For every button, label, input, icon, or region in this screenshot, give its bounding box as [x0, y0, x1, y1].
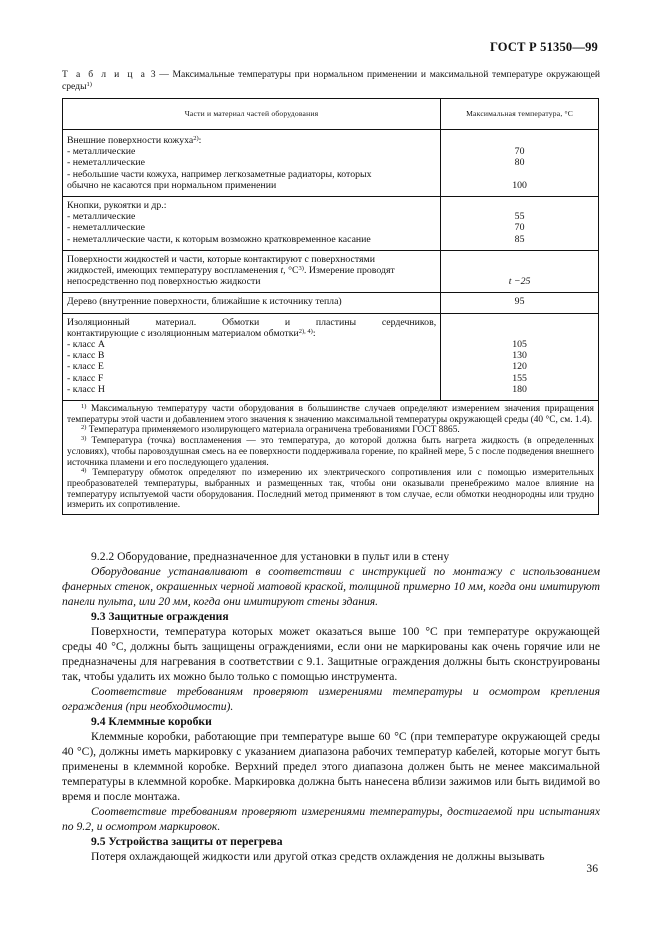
footnote: $^{4)}$ Температуру обмоток определяют по измерению их электрического сопротивления или с помощью измерительных преобразователей температуры, выбранных и размещенных так, чтобы они оказывали пренебрежимо малое влияние на температуру испытуемой части оборудования. Последний метод применяют в том случае, если обмотки неоднородны или трудно измерить их сопротивление.	[67, 467, 594, 511]
row-value: 105	[512, 339, 527, 351]
row-value: 100	[512, 179, 527, 191]
row-value: 130	[512, 350, 527, 362]
row-label: - неметаллические	[67, 157, 145, 169]
row-label: - неметаллические части, к которым возможно кратковременное касание	[67, 233, 371, 245]
table-caption	[62, 69, 600, 93]
row-label: Дерево (внутренние поверхности, ближайшие к источнику тепла)	[67, 296, 342, 308]
table-row	[63, 197, 599, 251]
row-label: контактирующие с изоляционным материалом обмотки$^{2), 4)}$:	[67, 327, 316, 339]
row-value: 70	[514, 146, 525, 158]
paragraph-9-3-check: Соответствие требованиям проверяют измерениями температуры и осмотром крепления ограждения (при необходимости).	[62, 685, 600, 713]
table-caption-text: 3 — Максимальные температуры при нормальном применении и максимальной температуре окружающей среды	[62, 69, 600, 92]
footnote: $^{2)}$ Температура применяемого изолирующего материала ограничена требованиями ГОСТ 8865.	[81, 424, 460, 436]
paragraph-9-5: Потеря охлаждающей жидкости или другой отказ средств охлаждения не должны вызывать	[91, 850, 545, 863]
row-value: t −25	[508, 276, 531, 288]
footnote: $^{3)}$ Температура (точка) воспламенения — это температура, до которой должна быть нагрета жидкость (в определенных условиях), чтобы паровоздушная смесь на ее поверхности поддерживала горение, по крайней мере, 5 с после подведения внешнего источника пламени и его последующего удаления.	[67, 435, 594, 468]
row-label: - класс А	[67, 339, 105, 351]
heading-9-3: 9.3 Защитные ограждения	[91, 610, 229, 623]
paragraph-9-2-2-check: Оборудование устанавливают в соответствии с инструкцией по монтажу с использованием фанерных стенок, окрашенных черной матовой краской, толщиной примерно 10 мм, когда они имитируют панели пульта, или 20 мм, когда они имитируют стены здания.	[62, 565, 600, 608]
row-group-title: Кнопки, рукоятки и др.:	[67, 200, 167, 212]
row-label: - класс Н	[67, 383, 105, 395]
row-label: Изоляционный материал. Обмотки и пластины сердечников,	[67, 316, 437, 328]
table-caption-footnote-mark: 1)	[86, 81, 92, 88]
row-label: - небольшие части кожуха, например легкозаметные радиаторы, которых	[67, 168, 372, 180]
column-header-parts: Части и материал частей оборудования	[63, 99, 441, 130]
row-value: 80	[514, 157, 525, 169]
row-label: - класс Е	[67, 361, 104, 373]
table-header-row	[63, 99, 599, 130]
table-row	[63, 250, 599, 293]
table-row	[63, 293, 599, 313]
table-row	[63, 130, 599, 197]
row-value: 70	[514, 222, 525, 234]
row-label: непосредственно под поверхностью жидкости	[67, 276, 261, 288]
paragraph-9-4: Клеммные коробки, работающие при температуре выше 60 °С (при температуре окружающей среды 40 °С), должны иметь маркировку с указанием диапазона рабочих температур кабелей, которые могут быть применены в клеммной коробке. Верхний предел этого диапазона должен быть не менее максимальной температуры в клеммной коробке. Маркировка должна быть нанесена вблизи зажимов или быть видимой во время и после монтажа.	[62, 730, 600, 803]
heading-9-4: 9.4 Клеммные коробки	[91, 715, 212, 728]
row-label: Поверхности жидкостей и части, которые контактируют с поверхностями	[67, 253, 375, 265]
row-value: 120	[512, 361, 527, 373]
paragraph-9-4-check: Соответствие требованиям проверяют измерениями температуры, достигаемой при испытаниях по 9.2, и осмотром маркировок.	[62, 805, 600, 833]
row-label: - класс В	[67, 350, 105, 362]
page-number: 36	[586, 862, 598, 875]
row-label: обычно не касаются при нормальном применении	[67, 179, 277, 191]
row-value: 85	[514, 233, 525, 245]
heading-9-5: 9.5 Устройства защиты от перегрева	[91, 835, 283, 848]
row-value: 95	[514, 296, 525, 308]
footnote: $^{1)}$ Максимальную температуру части оборудования в большинстве случаев определяют измерением значения приращения температуры этой части и добавлением этого значения к значению максимальной температуры окружающей среды (40 °С, см. 1.4).	[67, 403, 594, 425]
row-label: - металлические	[67, 211, 136, 223]
row-value: 155	[512, 372, 527, 384]
row-value: 180	[512, 383, 527, 395]
paragraph-9-2-2: 9.2.2 Оборудование, предназначенное для установки в пульт или в стену	[91, 550, 450, 563]
column-header-max-temp: Максимальная температура, °С	[441, 99, 599, 130]
max-temperature-table	[62, 98, 599, 515]
body-text	[62, 549, 600, 864]
row-label: - неметаллические	[67, 222, 145, 234]
table-footnotes-row	[63, 401, 599, 515]
row-value: 55	[514, 211, 525, 223]
row-label: - класс F	[67, 372, 104, 384]
row-label: жидкостей, имеющих температуру воспламенения t, $^\circ С^{3)}$. Измерение проводят	[67, 265, 395, 277]
table-row	[63, 313, 599, 400]
table-caption-label: Т а б л и ц а	[62, 69, 148, 80]
paragraph-9-3: Поверхности, температура которых может оказаться выше 100 °С при температуре окружающей среды 40 °С, должны быть защищены ограждениями, если они не маркированы как очень горячие или не предназначены для нагревания в соответствии с 9.1. Защитные ограждения должны быть сконструированы так, чтобы удалить их можно было только с помощью инструмента.	[62, 625, 600, 683]
row-label: - металлические	[67, 146, 136, 158]
document-header: ГОСТ Р 51350—99	[489, 40, 598, 54]
row-group-title: Внешние поверхности кожуха$^{2)}$:	[67, 135, 202, 146]
